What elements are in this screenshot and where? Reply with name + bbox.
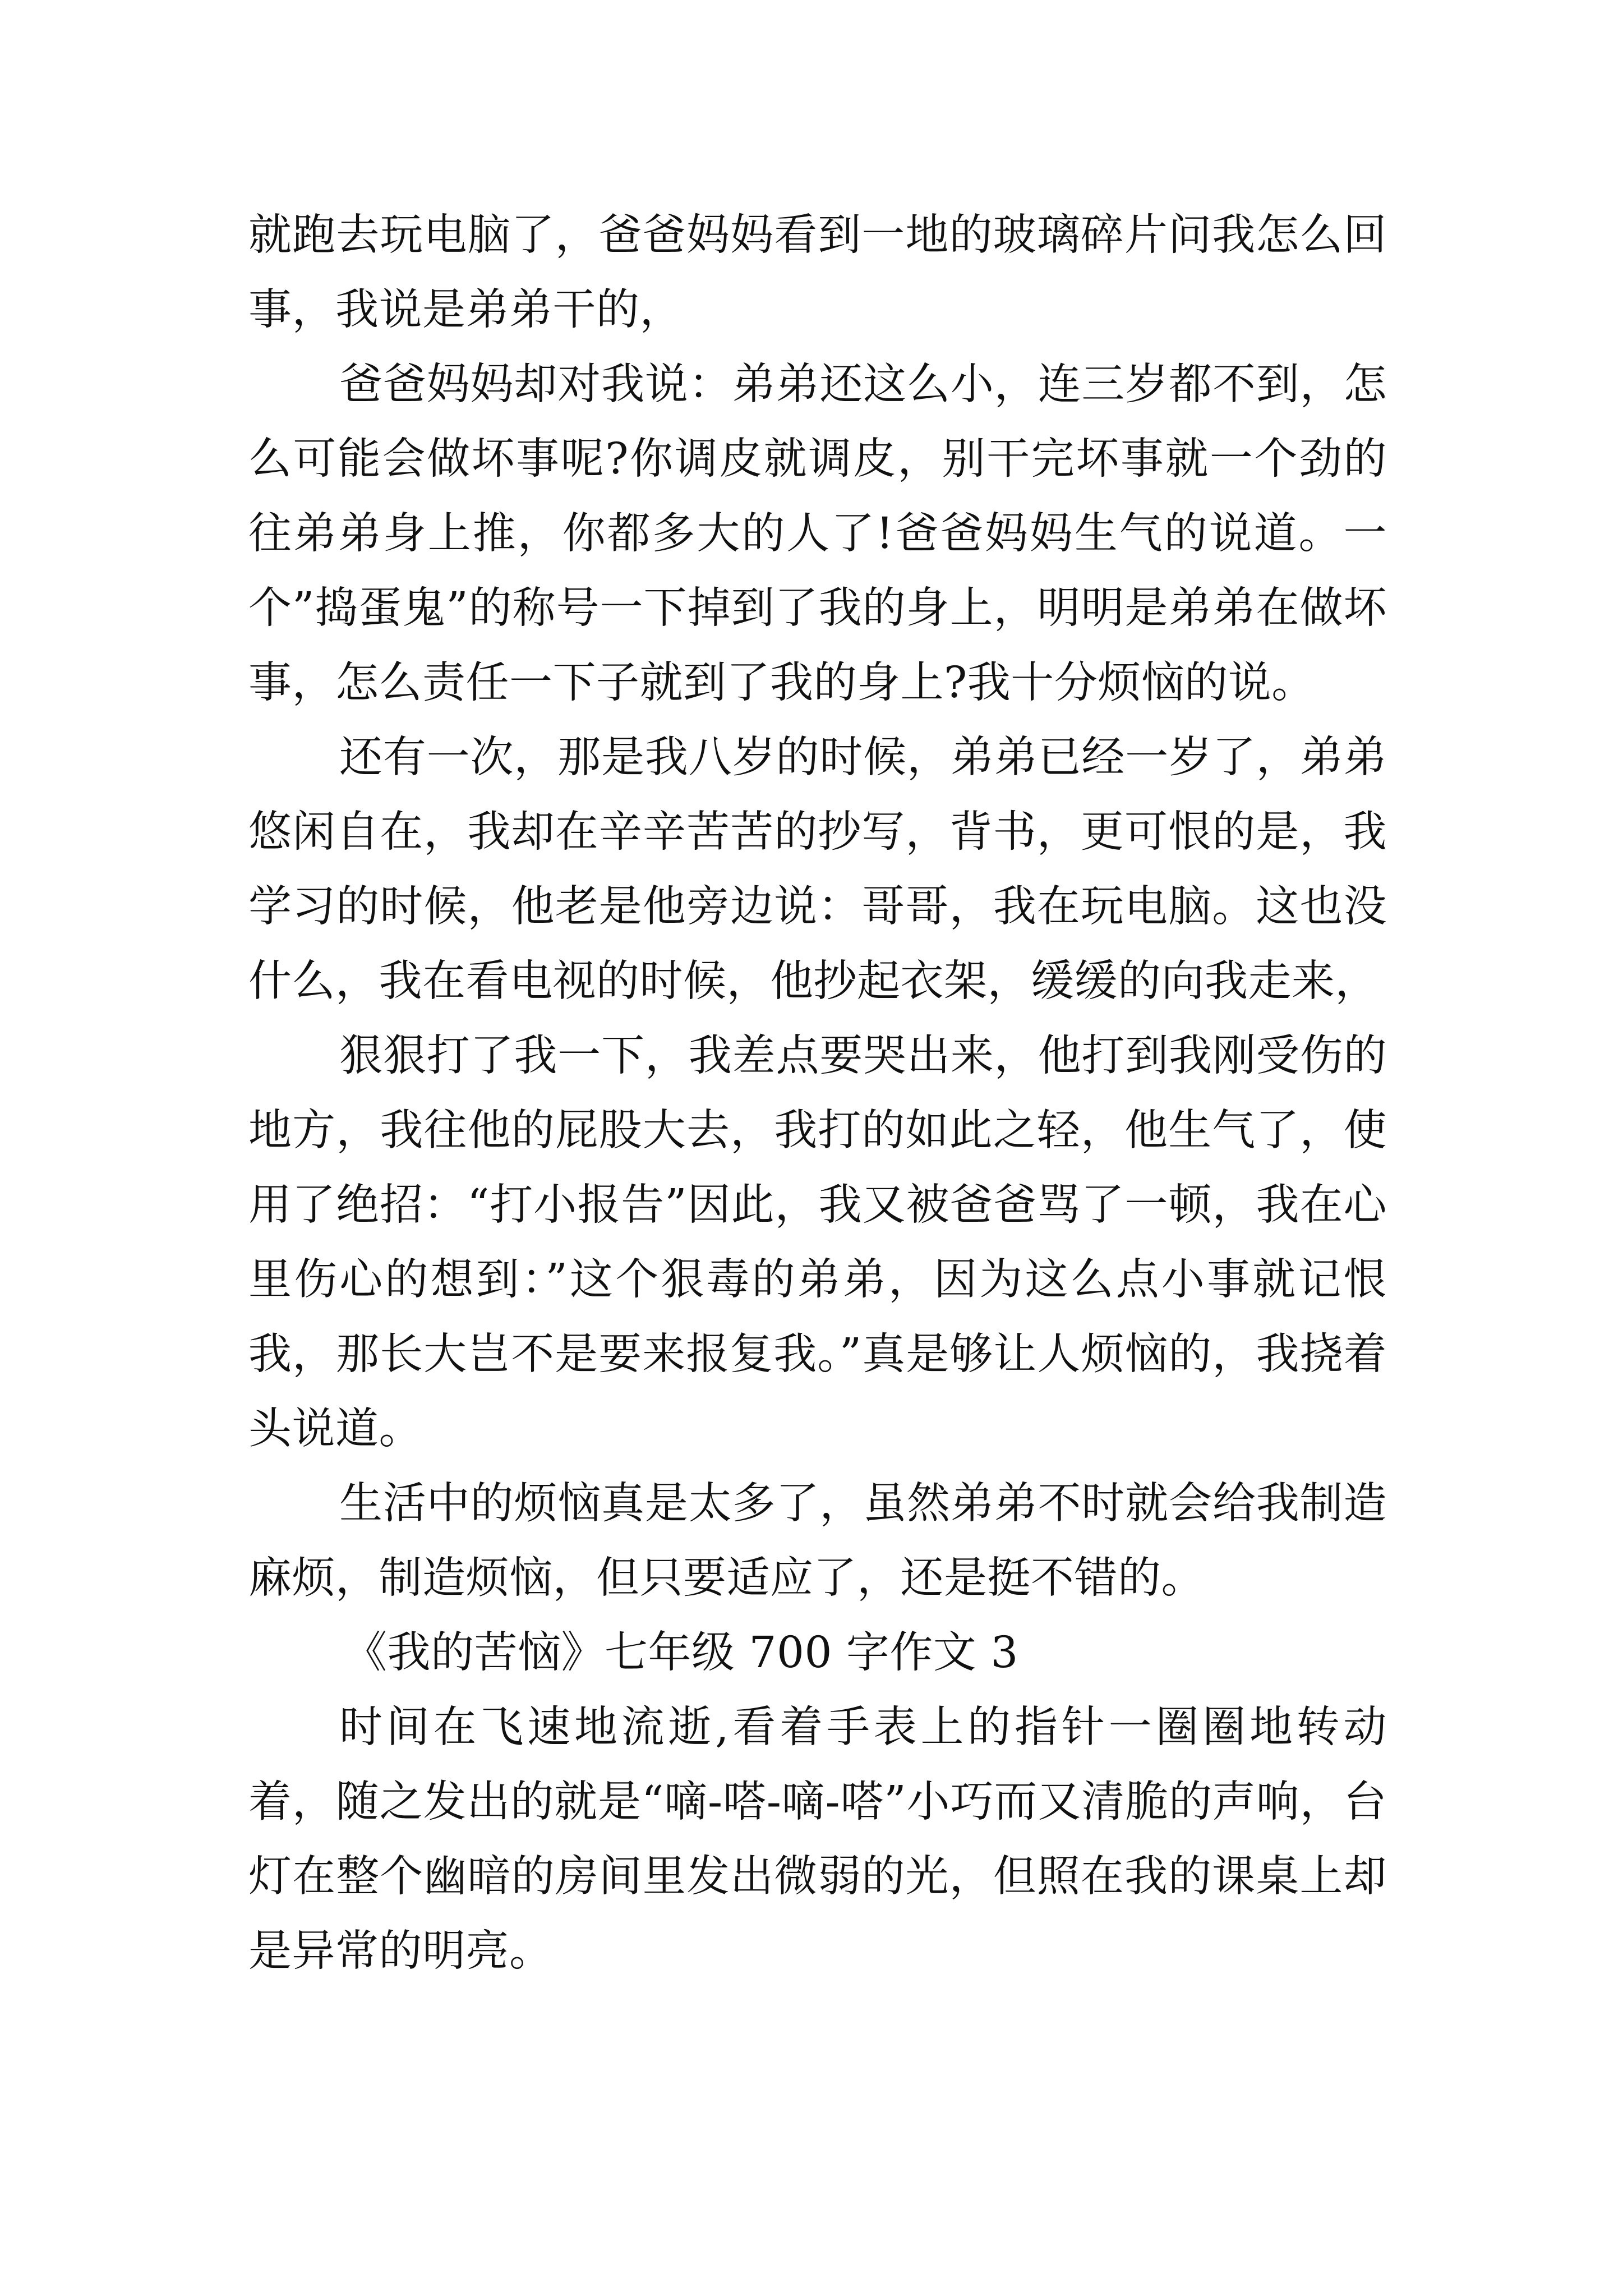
paragraph-1: 就跑去玩电脑了，爸爸妈妈看到一地的玻璃碎片问我怎么回事，我说是弟弟干的， [248,210,1387,335]
section-title: 《我的苦恼》七年级 700 字作文 3 [344,1628,1018,1678]
paragraph-4: 狠狠打了我一下，我差点要哭出来，他打到我刚受伤的地方，我往他的屁股大去，我打的如此之轻，他生气了，使用了绝招：“打小报告”因此，我又被爸爸骂了一顿，我在心里伤心的想到：”这个狠毒的弟弟，因为这么点小事就记恨我，那长大岂不是要来报复我。”真是够让人烦恼的，我挠着头说道。 [248,1031,1387,1454]
paragraph-5: 生活中的烦恼真是太多了，虽然弟弟不时就会给我制造麻烦，制造烦恼，但只要适应了，还是挺不错的。 [248,1479,1387,1603]
paragraph-3: 还有一次，那是我八岁的时候，弟弟已经一岁了，弟弟悠闲自在，我却在辛辛苦苦的抄写，背书，更可恨的是，我学习的时候，他老是他旁边说：哥哥，我在玩电脑。这也没什么，我在看电视的时候，他抄起衣架，缓缓的向我走来， [248,733,1387,1006]
paragraph-6: 时间在飞速地流逝,看着手表上的指针一圈圈地转动着，随之发出的就是“嘀-嗒-嘀-嗒”小巧而又清脆的声响，台灯在整个幽暗的房间里发出微弱的光，但照在我的课桌上却是异常的明亮。 [248,1703,1387,1976]
document-body [248,198,1387,1989]
paragraph-2: 爸爸妈妈却对我说：弟弟还这么小，连三岁都不到，怎么可能会做坏事呢?你调皮就调皮，别干完坏事就一个劲的往弟弟身上推，你都多大的人了!爸爸妈妈生气的说道。一个”捣蛋鬼”的称号一下掉到了我的身上，明明是弟弟在做坏事，怎么责任一下子就到了我的身上?我十分烦恼的说。 [248,360,1387,708]
